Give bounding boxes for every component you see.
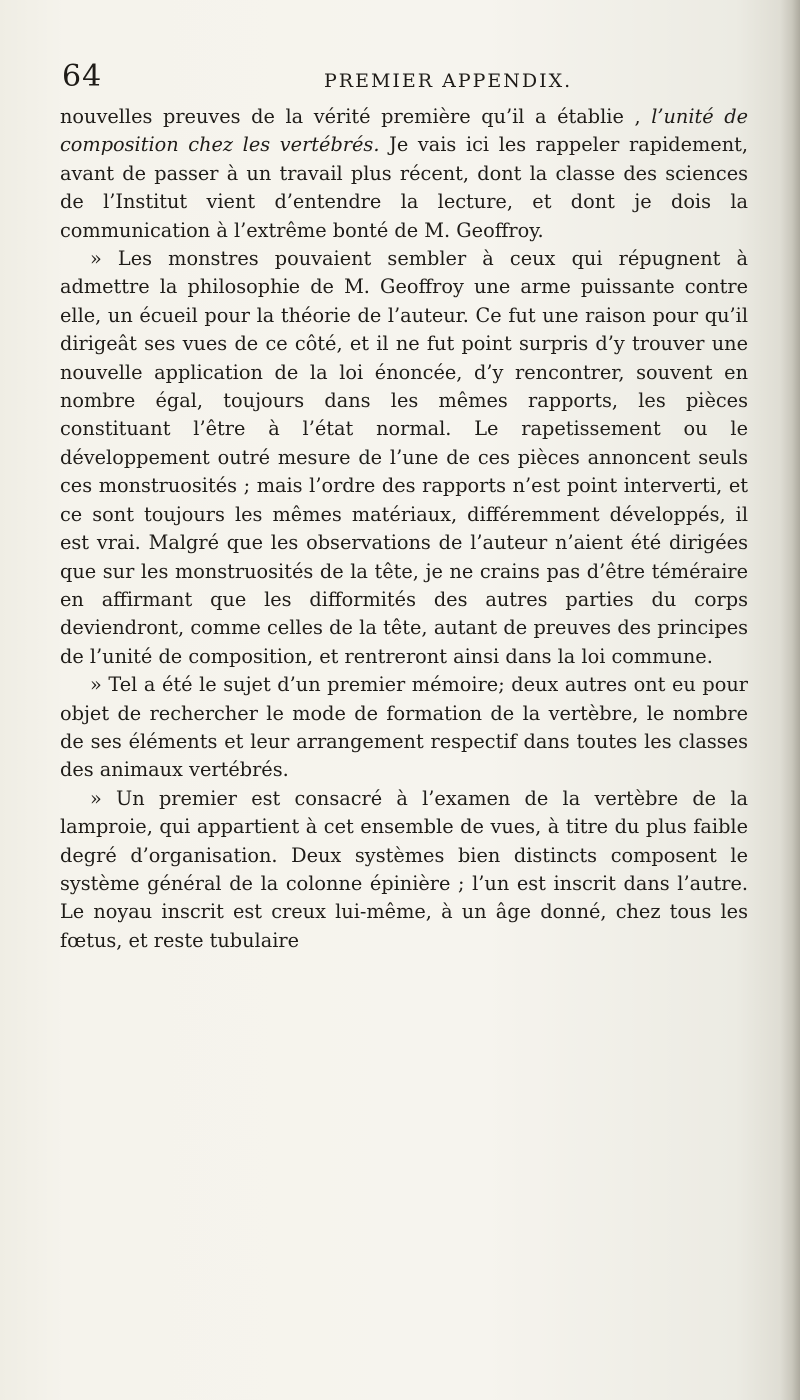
paragraph-1-after: Je vais ici les rappeler rapidement, avant de passer à un travail plus récent, dont la classe des sciences de l’Institut vient d’entendre la lecture, et dont je dois la communication à l’extrême bonté de M. Geoffroy. bbox=[60, 133, 748, 242]
paragraph-2: » Les monstres pouvaient sembler à ceux qui répugnent à admettre la philosophie de M. Geoffroy une arme puissante contre elle, un écueil pour la théorie de l’auteur. Ce fut une raison pour qu’il dirigeât ses vues de ce côté, et il ne fut point surpris d’y trouver une nouvelle application de la loi énoncée, d’y rencontrer, souvent en nombre égal, toujours dans les mêmes rapports, les pièces constituant l’être à l’état normal. Le rapetissement ou le développement outré mesure de l’une de ces pièces annoncent seuls ces monstruosités ; mais l’ordre des rapports n’est point interverti, et ce sont toujours les mêmes matériaux, différemment développés, il est vrai. Malgré que les observations de l’auteur n’aient été dirigées que sur les monstruosités de la tête, je ne crains pas d’être téméraire en affirmant que les difformités des autres parties du corps deviendront, comme celles de la tête, autant de preuves des principes de l’unité de composition, et rentreront ainsi dans la loi commune. bbox=[60, 247, 748, 668]
paragraph-1 bbox=[60, 103, 748, 245]
page-header bbox=[62, 56, 742, 100]
body-text bbox=[60, 103, 748, 955]
page-number: 64 bbox=[62, 59, 103, 94]
paragraph-3: » Tel a été le sujet d’un premier mémoire; deux autres ont eu pour objet de rechercher le mode de formation de la vertèbre, le nombre de ses éléments et leur arrangement respectif dans toutes les classes des animaux vertébrés. bbox=[60, 673, 748, 782]
paragraph-4: » Un premier est consacré à l’examen de la vertèbre de la lamproie, qui appartient à cet ensemble de vues, à titre du plus faible degré d’organisation. Deux systèmes bien distincts composent le système général de la colonne épinière ; l’un est inscrit dans l’autre. Le noyau inscrit est creux lui-même, à un âge donné, chez tous les fœtus, et reste tubulaire bbox=[60, 786, 748, 952]
paragraph-1-before: nouvelles preuves de la vérité première qu’il a établie , bbox=[60, 105, 652, 128]
page-edge-shadow bbox=[780, 0, 800, 1400]
paragraph-1-italic: l’unité de composition chez les vertébrés. bbox=[60, 105, 748, 157]
running-title: PREMIER APPENDIX. bbox=[324, 70, 573, 92]
